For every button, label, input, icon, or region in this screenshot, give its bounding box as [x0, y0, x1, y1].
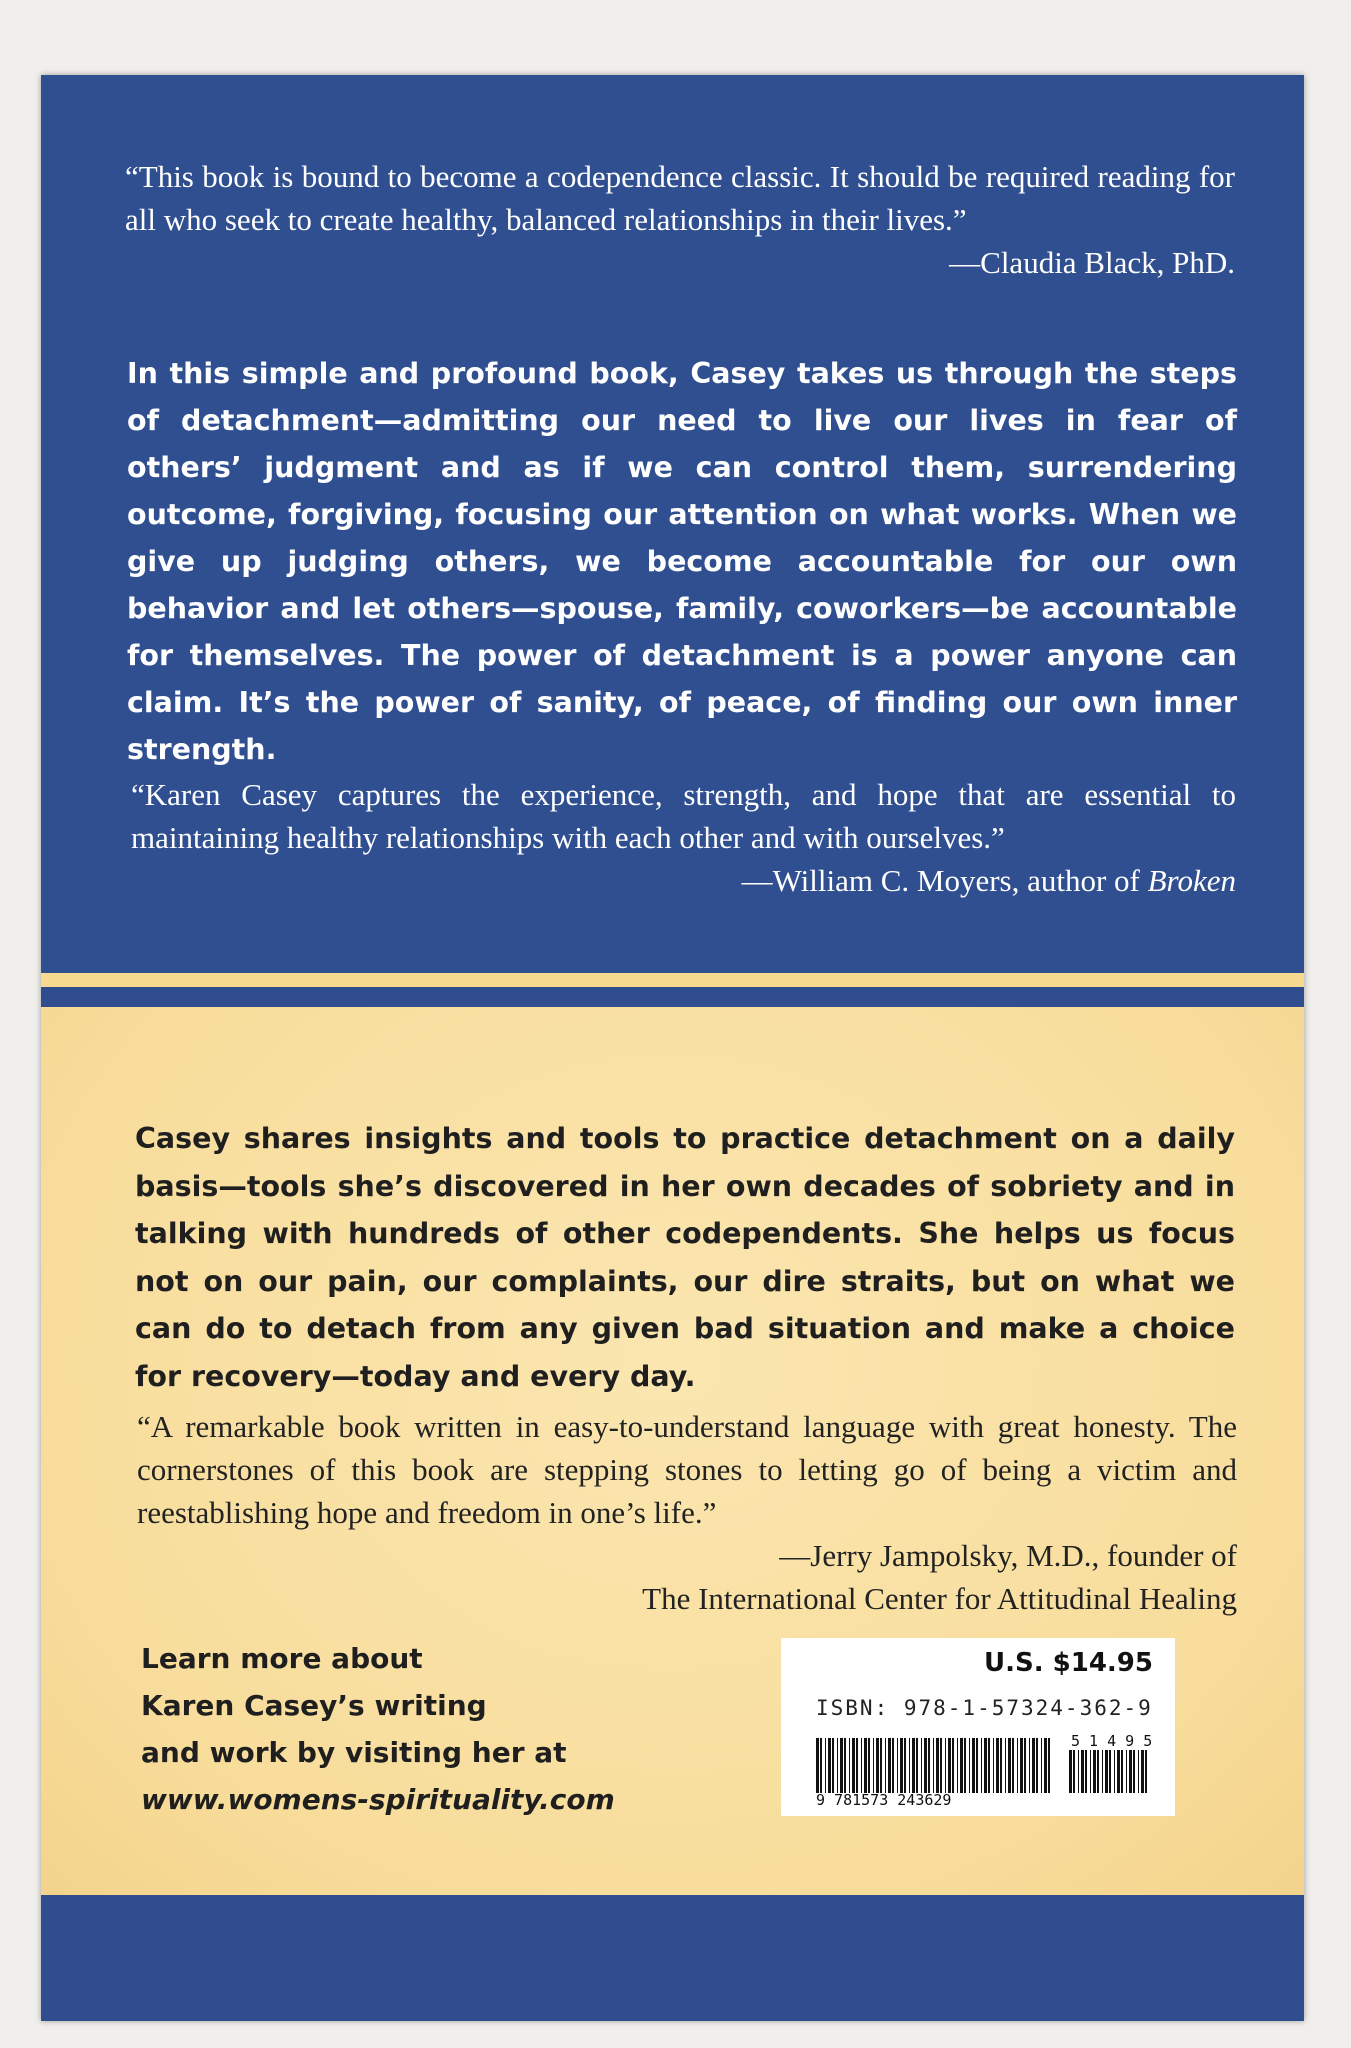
barcode-bar	[984, 1738, 987, 1793]
barcode-bar	[996, 1738, 999, 1793]
barcode-bar	[876, 1738, 879, 1793]
barcode-bar	[840, 1738, 843, 1793]
barcode-bar	[1138, 1750, 1139, 1793]
barcode-bar	[1090, 1750, 1091, 1793]
learn-more-line3: and work by visiting her at	[141, 1736, 567, 1769]
quote-text: “Karen Casey captures the experience, strength, and hope that are essential to maintaining healthy relationships with each other and with ourselves.”	[131, 777, 1236, 855]
barcode-bar	[964, 1738, 966, 1793]
barcode-bar	[972, 1738, 975, 1793]
isbn-number: ISBN: 978-1-57324-362-9	[816, 1696, 1153, 1720]
barcode-bar	[873, 1738, 874, 1793]
barcode-bar	[1044, 1738, 1047, 1793]
barcode-bar	[897, 1738, 898, 1793]
barcode-bar	[900, 1738, 903, 1793]
barcode-bar	[1032, 1738, 1035, 1793]
quote-text: “This book is bound to become a codependence classic. It should be required reading for all who seek to create healthy, balanced relationships in their lives.”	[125, 159, 1235, 237]
barcode-bar	[1097, 1750, 1099, 1793]
barcode-bar	[828, 1738, 831, 1793]
barcode-main-bars	[816, 1738, 1050, 1793]
barcode-bar	[1029, 1738, 1030, 1793]
barcode-bar	[1109, 1750, 1111, 1793]
barcode-bar	[1102, 1750, 1103, 1793]
barcode-bar	[988, 1738, 990, 1793]
barcode-bar	[849, 1738, 850, 1793]
barcode-bar	[940, 1738, 942, 1793]
barcode-bar	[1036, 1738, 1038, 1793]
barcode-bar	[921, 1738, 922, 1793]
barcode-bar	[816, 1738, 819, 1793]
barcode-bar	[1117, 1750, 1120, 1793]
barcode-bar	[936, 1738, 939, 1793]
barcode-bar	[1000, 1738, 1002, 1793]
barcode-bar	[864, 1738, 867, 1793]
website-url[interactable]: www.womens-spirituality.com	[141, 1783, 615, 1816]
quote-attribution	[131, 859, 1236, 902]
barcode-bar	[912, 1738, 915, 1793]
barcode-bar	[885, 1738, 886, 1793]
barcode-bar	[1078, 1750, 1079, 1793]
barcode-bar	[1008, 1738, 1011, 1793]
barcode-label	[781, 1638, 1175, 1816]
barcode-main-digits: 9 781573 243629	[816, 1791, 952, 1809]
barcode-bar	[1005, 1738, 1006, 1793]
learn-more-line2: Karen Casey’s writing	[141, 1689, 487, 1722]
barcode-bar	[1017, 1738, 1018, 1793]
price-tag: U.S. $14.95	[984, 1648, 1153, 1678]
barcode-bar	[837, 1738, 838, 1793]
blue-stripe-thin	[41, 987, 1304, 997]
barcode-bar	[1012, 1738, 1014, 1793]
quote-attribution: —Claudia Black, PhD.	[949, 245, 1235, 280]
barcode-bar	[1093, 1750, 1096, 1793]
barcode-bar	[1085, 1750, 1087, 1793]
barcode-bar	[820, 1738, 822, 1793]
barcode-bar	[952, 1738, 954, 1793]
barcode-bar	[993, 1738, 994, 1793]
barcode-bar	[832, 1738, 834, 1793]
barcode-bar	[1145, 1750, 1147, 1793]
barcode-bar	[928, 1738, 930, 1793]
barcode-bar	[904, 1738, 906, 1793]
gold-stripe-upper	[41, 973, 1304, 987]
barcode-bar	[933, 1738, 934, 1793]
blue-bottom-panel	[41, 1895, 1304, 2021]
attribution-prefix: —William C. Moyers, author of	[741, 863, 1148, 898]
barcode-bar	[1121, 1750, 1123, 1793]
quote-attribution-line2: The International Center for Attitudinal Healing	[642, 1581, 1237, 1616]
barcode-bar	[825, 1738, 826, 1793]
barcode-bar	[1024, 1738, 1026, 1793]
barcode-graphic	[781, 1638, 1175, 1816]
barcode-bar	[1105, 1750, 1108, 1793]
learn-more-block	[141, 1635, 615, 1823]
learn-more-line1: Learn more about	[141, 1642, 423, 1675]
barcode-bar	[969, 1738, 970, 1793]
insights-paragraph: Casey shares insights and tools to practice detachment on a daily basis—tools she’s discovered in her own decades of sobriety and in talking with hundreds of other codependents. She helps us focus not on our pain, our complaints, our dire straits, but on what we can do to detach from any given bad situation and make a choice for recovery—today and every day.	[135, 1122, 1235, 1393]
back-cover	[41, 75, 1304, 2021]
barcode-bar	[916, 1738, 918, 1793]
quote-attribution-line1: —Jerry Jampolsky, M.D., founder of	[779, 1538, 1237, 1573]
book-title: Broken	[1147, 863, 1236, 898]
barcode-addon-digits: 5 1 4 9 5	[1071, 1732, 1153, 1750]
barcode-bar	[861, 1738, 862, 1793]
barcode-bar	[1133, 1750, 1135, 1793]
barcode-bar	[880, 1738, 882, 1793]
barcode-bar	[1041, 1738, 1042, 1793]
barcode-bar	[892, 1738, 894, 1793]
barcode-bar	[948, 1738, 951, 1793]
barcode-bar	[1069, 1750, 1072, 1793]
barcode-addon-bars	[1069, 1750, 1147, 1793]
barcode-bar	[960, 1738, 963, 1793]
barcode-bar	[945, 1738, 946, 1793]
barcode-bar	[976, 1738, 978, 1793]
barcode-bar	[924, 1738, 927, 1793]
barcode-bar	[868, 1738, 870, 1793]
barcode-bar	[856, 1738, 858, 1793]
barcode-bar	[844, 1738, 846, 1793]
barcode-bar	[1081, 1750, 1084, 1793]
description-paragraph: In this simple and profound book, Casey takes us through the steps of detachment—admitting our need to live our lives in fear of others’ judgment and as if we can control them, surrendering outcome, forgiving, focusing our attention on what works. When we give up judging others, we become accountable for our own behavior and let others—spouse, family, coworkers—be accountable for themselves. The power of detachment is a power anyone can claim. It’s the power of sanity, of peace, of finding our own inner strength.	[127, 357, 1237, 766]
barcode-bar	[981, 1738, 982, 1793]
barcode-bar	[852, 1738, 855, 1793]
barcode-bar	[888, 1738, 891, 1793]
barcode-bar	[909, 1738, 910, 1793]
quote-william-moyers	[131, 773, 1236, 902]
quote-text: “A remarkable book written in easy-to-understand language with great honesty. The cornerstones of this book are stepping stones to letting go of being a victim and reestablishing hope and freedom in one’s life.”	[137, 1409, 1237, 1530]
barcode-bar	[1126, 1750, 1127, 1793]
barcode-bar	[1073, 1750, 1075, 1793]
quote-jerry-jampolsky	[137, 1405, 1237, 1620]
barcode-bar	[1114, 1750, 1115, 1793]
barcode-bar	[1020, 1738, 1023, 1793]
barcode-bar	[1129, 1750, 1132, 1793]
barcode-bar	[1141, 1750, 1144, 1793]
barcode-bar	[1048, 1738, 1050, 1793]
quote-claudia-black	[125, 155, 1235, 284]
barcode-bar	[957, 1738, 958, 1793]
